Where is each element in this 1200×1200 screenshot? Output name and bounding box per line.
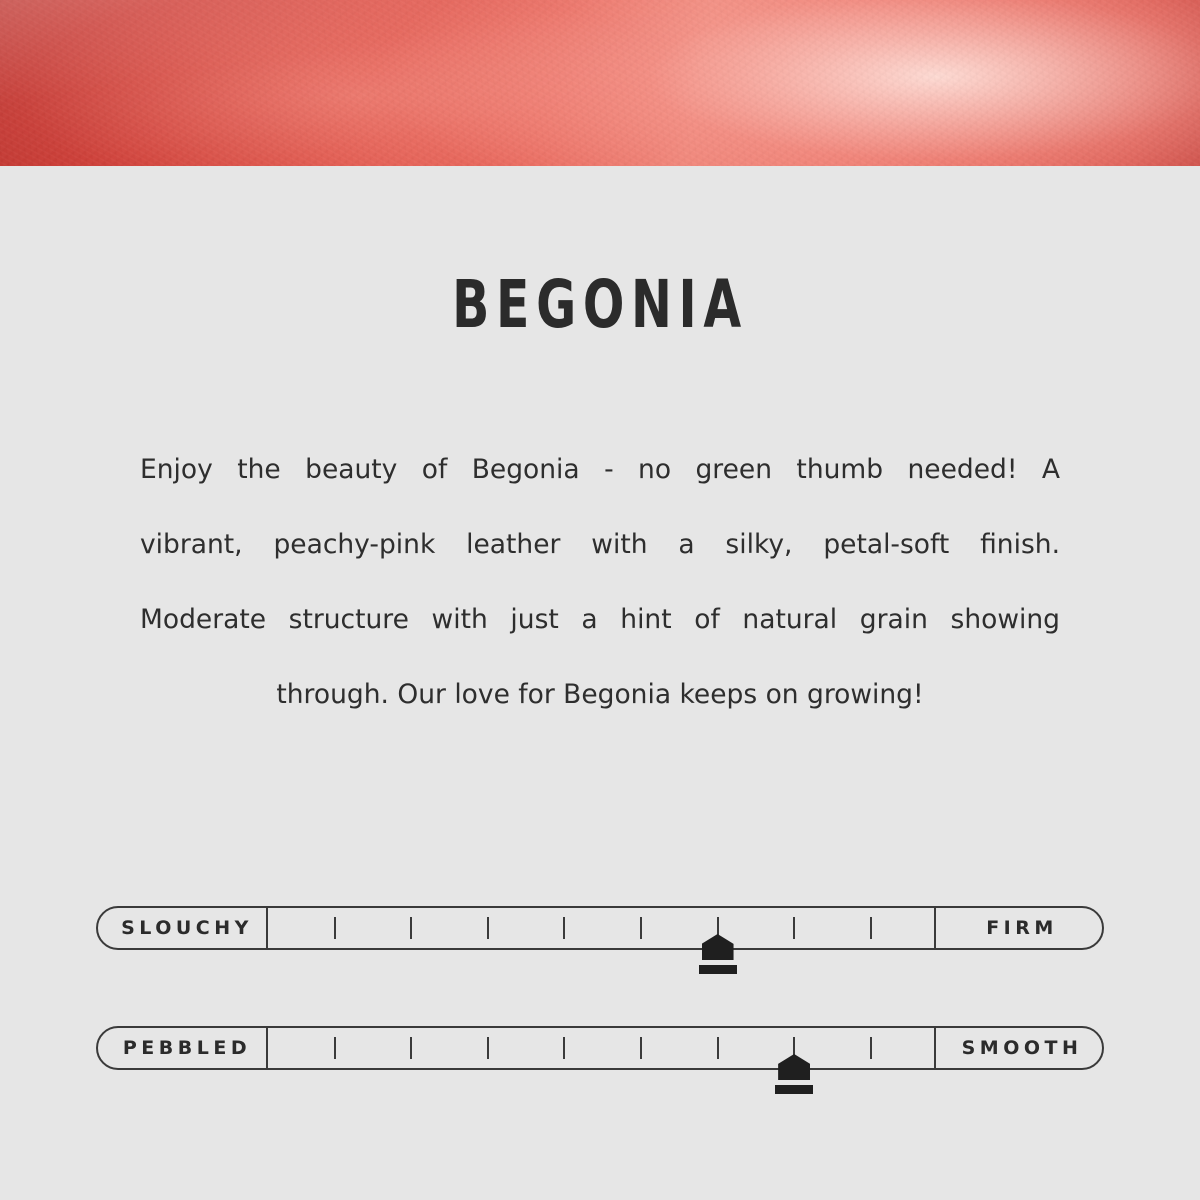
tick-mark [563, 1037, 565, 1059]
structure-scale-marker[interactable] [696, 918, 740, 974]
tick-mark [870, 917, 872, 939]
texture-scale[interactable] [96, 1026, 1104, 1070]
page-title: BEGONIA [452, 266, 748, 343]
marker-base-icon [699, 965, 737, 974]
texture-scale-right-label: SMOOTH [934, 1028, 1102, 1068]
structure-scale-right-label: FIRM [934, 908, 1102, 948]
tick-mark [334, 1037, 336, 1059]
marker-head-icon [702, 934, 734, 960]
description-line-4: through. Our love for Begonia keeps on growing! [276, 679, 924, 710]
description-line-2: vibrant, peachy-pink leather with a silky, petal-soft finish. [140, 529, 1060, 560]
texture-scale-ticks [268, 1028, 934, 1068]
tick-mark [870, 1037, 872, 1059]
structure-scale-left-label: SLOUCHY [98, 908, 268, 948]
tick-mark [563, 917, 565, 939]
structure-scale-ticks [268, 908, 934, 948]
leather-swatch-band [0, 0, 1200, 166]
tick-mark [717, 1037, 719, 1059]
tick-mark [410, 1037, 412, 1059]
texture-scale-track[interactable] [96, 1026, 1104, 1070]
marker-head-icon [778, 1054, 810, 1080]
tick-mark [334, 917, 336, 939]
marker-base-icon [775, 1085, 813, 1094]
description-line-1: Enjoy the beauty of Begonia - no green thumb needed! A [140, 454, 1060, 485]
tick-mark [793, 917, 795, 939]
swatch-vignette [0, 0, 1200, 166]
structure-scale-track[interactable] [96, 906, 1104, 950]
tick-mark [640, 917, 642, 939]
tick-mark [487, 1037, 489, 1059]
tick-mark [487, 917, 489, 939]
texture-scale-left-label: PEBBLED [98, 1028, 268, 1068]
description-line-3: Moderate structure with just a hint of natural grain showing [140, 604, 1060, 635]
description-text [140, 432, 1060, 732]
tick-mark [640, 1037, 642, 1059]
tick-mark [410, 917, 412, 939]
structure-scale[interactable] [96, 906, 1104, 950]
texture-scale-marker[interactable] [772, 1038, 816, 1094]
